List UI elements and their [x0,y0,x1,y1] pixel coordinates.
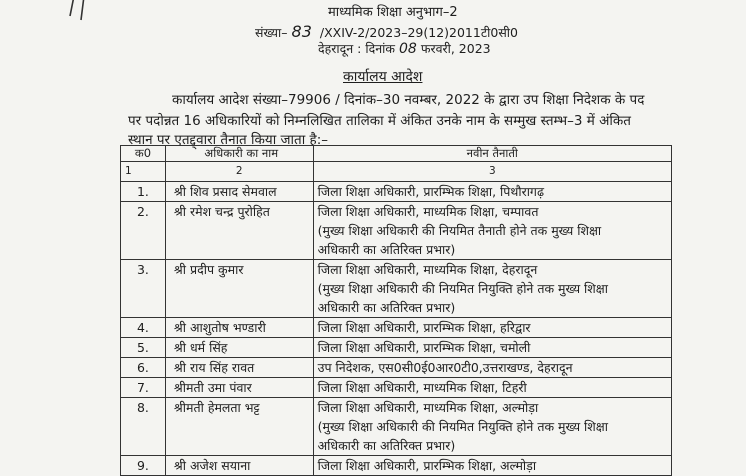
index-col-2: 2 [165,162,313,182]
row-officer-name: श्री रमेश चन्द्र पुरोहित [165,202,313,260]
posting-text: जिला शिक्षा अधिकारी, माध्यमिक शिक्षा, चम्पावत [317,204,539,219]
date-month-year: फरवरी, 2023 [420,41,491,56]
table-body [121,182,672,476]
header-officer-name: अधिकारी का नाम [165,146,313,162]
posting-text: जिला शिक्षा अधिकारी, प्रारम्भिक शिक्षा, चमोली [317,340,531,355]
row-serial: 9. [121,456,166,476]
header-serial: क0 [121,146,166,162]
table-row [121,456,672,476]
table-index-row [121,162,672,182]
department-heading: माध्यमिक शिक्षा अनुभाग–2 [328,5,458,20]
row-posting [313,260,671,318]
paragraph-line-3: स्थान पर एतद्द्वारा तैनात किया जाता है:– [128,132,328,148]
row-officer-name: श्री प्रदीप कुमार [165,260,313,318]
posting-text: जिला शिक्षा अधिकारी, प्रारम्भिक शिक्षा, अल्मोड़ा [317,458,537,473]
row-serial: 2. [121,202,166,260]
row-posting [313,456,671,476]
row-officer-name: श्री अजेश सयाना [165,456,313,476]
date-handwritten: 08 [399,41,417,57]
table-row [121,398,672,456]
index-col-1: 1 [121,162,166,182]
row-posting [313,182,671,202]
paragraph-line-1: कार्यालय आदेश संख्या–79906 / दिनांक–30 नवम्बर, 2022 के द्वारा उप शिक्षा निदेशक के पद [172,92,645,108]
row-officer-name: श्री धर्म सिंह [165,338,313,358]
posting-note: अधिकारी का अतिरिक्त प्रभार) [317,242,456,257]
row-serial: 5. [121,338,166,358]
row-serial: 7. [121,378,166,398]
row-officer-name: श्री राय सिंह रावत [165,358,313,378]
table-row [121,358,672,378]
number-handwritten: 83 [291,22,312,41]
header-new-posting: नवीन तैनाती [313,146,671,162]
table-row [121,182,672,202]
row-serial: 6. [121,358,166,378]
table-row [121,260,672,318]
row-serial: 8. [121,398,166,456]
letter-date [318,40,491,57]
posting-note: (मुख्य शिक्षा अधिकारी की नियमित नियुक्ति होने तक मुख्य शिक्षा [317,419,608,434]
posting-note: (मुख्य शिक्षा अधिकारी की नियमित तैनाती होने तक मुख्य शिक्षा [317,223,602,238]
table-row [121,318,672,338]
row-posting [313,398,671,456]
date-place-label: देहरादून : दिनांक [318,41,396,56]
index-col-3: 3 [313,162,671,182]
posting-note: अधिकारी का अतिरिक्त प्रभार) [317,438,456,453]
letter-number [255,22,518,41]
posting-text: जिला शिक्षा अधिकारी, माध्यमिक शिक्षा, टिहरी [317,380,527,395]
row-officer-name: श्रीमती हेमलता भट्ट [165,398,313,456]
row-posting [313,358,671,378]
row-serial: 1. [121,182,166,202]
row-posting [313,318,671,338]
row-serial: 4. [121,318,166,338]
row-posting [313,378,671,398]
order-title: कार्यालय आदेश [343,69,423,85]
posting-text: जिला शिक्षा अधिकारी, प्रारम्भिक शिक्षा, पिथौरागढ़ [317,184,545,199]
number-label: संख्या– [255,25,288,40]
row-serial: 3. [121,260,166,318]
posting-note: अधिकारी का अतिरिक्त प्रभार) [317,300,456,315]
table-row [121,202,672,260]
posting-text: जिला शिक्षा अधिकारी, माध्यमिक शिक्षा, देहरादून [317,262,538,277]
row-officer-name: श्रीमती उमा पंवार [165,378,313,398]
table-row [121,378,672,398]
posting-note: (मुख्य शिक्षा अधिकारी की नियमित नियुक्ति होने तक मुख्य शिक्षा [317,281,608,296]
posting-text: उप निदेशक, एस0सी0ई0आर0टी0,उत्तराखण्ड, देहरादून [317,360,573,375]
row-posting [313,202,671,260]
table-row [121,338,672,358]
paragraph-line-2: पर पदोन्नत 16 अधिकारियों को निम्नलिखित तालिका में अंकित उनके नाम के सम्मुख स्तम्भ–3 में अंकित [128,113,631,129]
table-header-row [121,146,672,162]
row-officer-name: श्री आशुतोष भण्डारी [165,318,313,338]
number-reference: /XXIV-2/2023–29(12)2011टी0सी0 [319,25,518,40]
posting-text: जिला शिक्षा अधिकारी, माध्यमिक शिक्षा, अल्मोड़ा [317,400,539,415]
postings-table [120,145,672,476]
row-officer-name: श्री शिव प्रसाद सेमवाल [165,182,313,202]
row-posting [313,338,671,358]
posting-text: जिला शिक्षा अधिकारी, प्रारम्भिक शिक्षा, हरिद्वार [317,320,531,335]
handwritten-mark-icon [68,0,98,24]
